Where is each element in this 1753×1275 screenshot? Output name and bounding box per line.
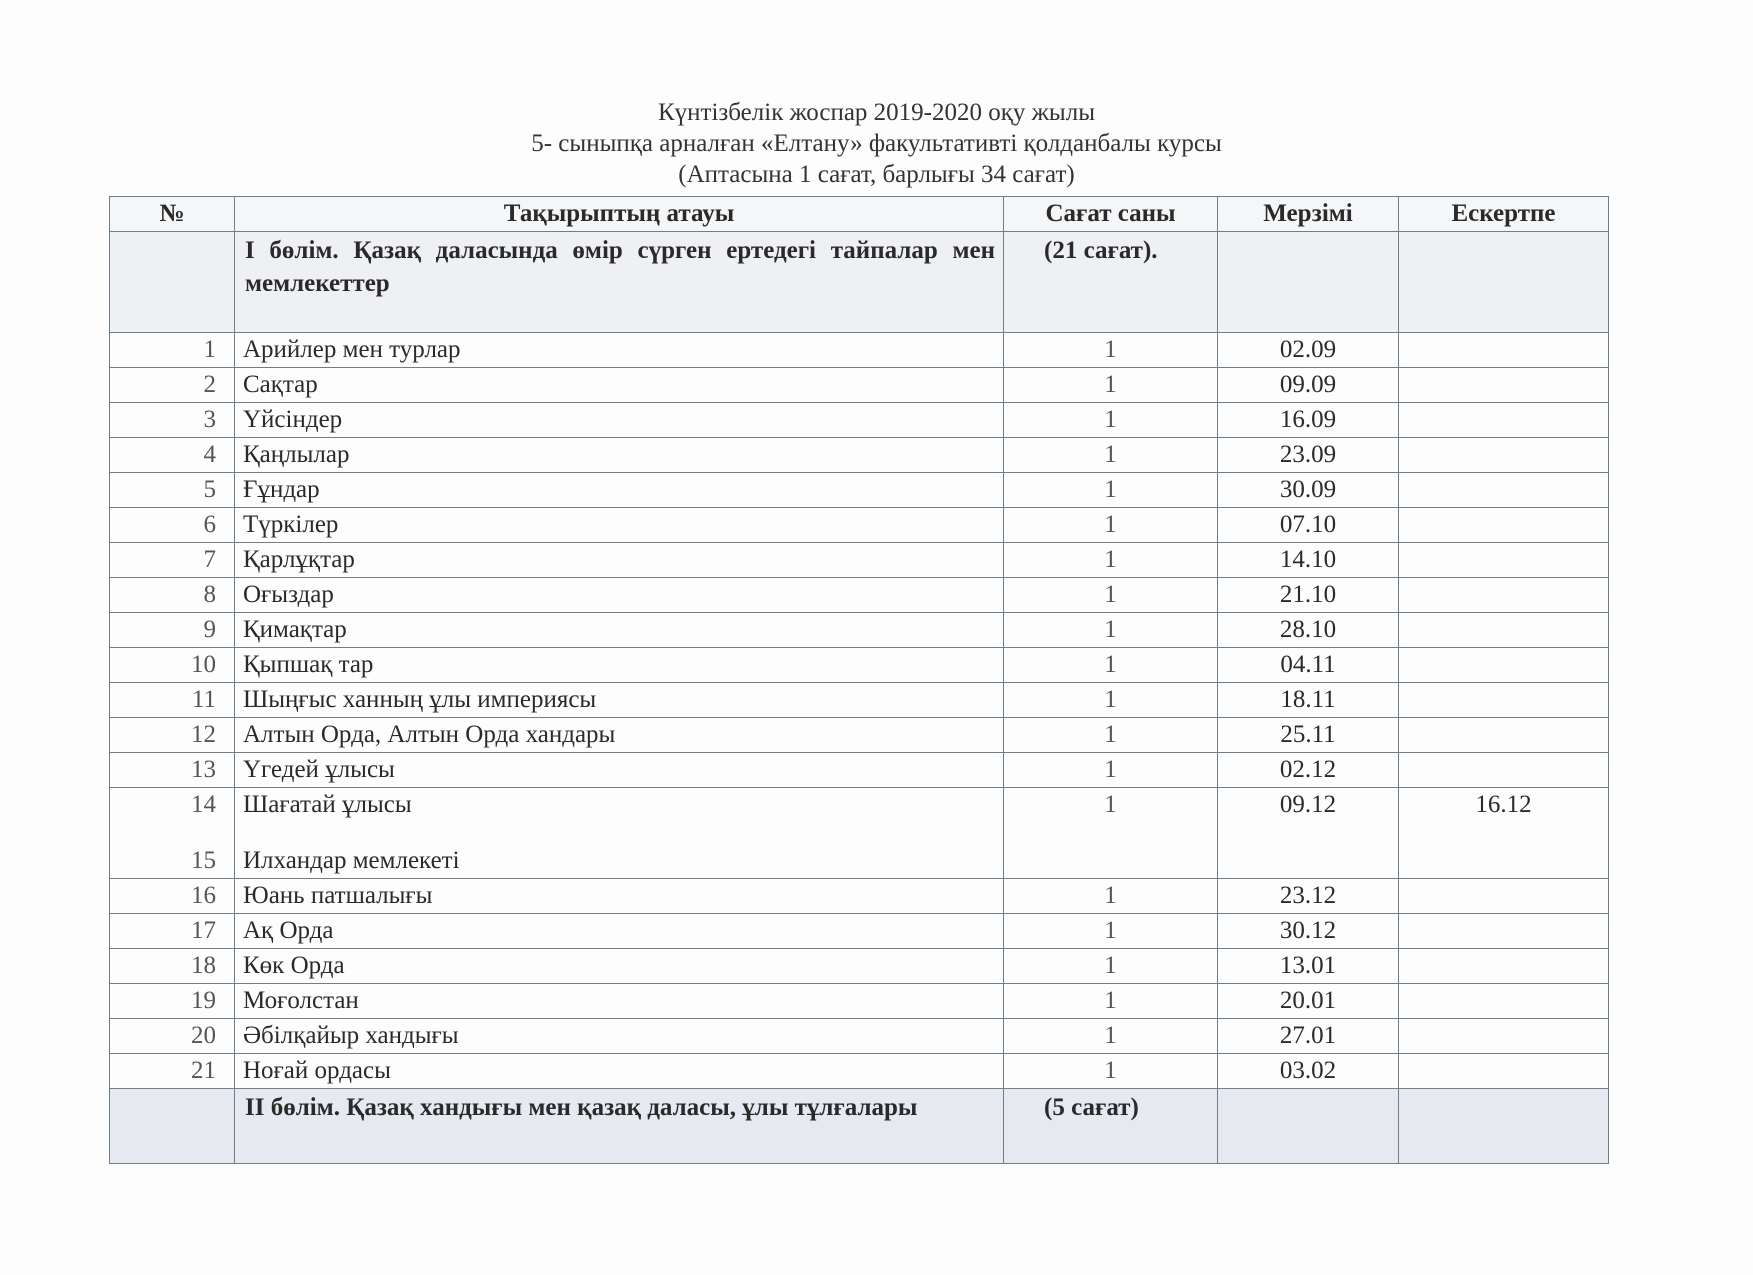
table-row (110, 613, 1609, 648)
topic-cell: Сақтар (235, 368, 1004, 403)
number-cell: 5 (110, 473, 235, 508)
hours-cell: 1 (1004, 473, 1218, 508)
hours-cell: 1 (1004, 543, 1218, 578)
header-hours-note: (Аптасына 1 сағат, барлығы 34 сағат) (678, 161, 1075, 188)
row-number-14: 14 (191, 791, 216, 818)
note-cell (1399, 718, 1609, 753)
number-cell: 7 (110, 543, 235, 578)
date-cell: 20.01 (1218, 984, 1399, 1019)
number-cell: 9 (110, 613, 235, 648)
note-cell (1399, 1019, 1609, 1054)
topic-cell: Ғұндар (235, 473, 1004, 508)
date-cell: 07.10 (1218, 508, 1399, 543)
note-cell (1399, 403, 1609, 438)
table-row (110, 508, 1609, 543)
hours-cell: 1 (1004, 1019, 1218, 1054)
note-cell (1399, 753, 1609, 788)
note-cell (1399, 613, 1609, 648)
table-row (110, 473, 1609, 508)
topic-14: Шағатай ұлысы (243, 791, 412, 818)
hours-cell: 1 (1004, 718, 1218, 753)
section-row-1 (110, 232, 1609, 333)
number-cell: 6 (110, 508, 235, 543)
note-cell (1399, 648, 1609, 683)
table-row (110, 543, 1609, 578)
topic-cell: Оғыздар (235, 578, 1004, 613)
note-cell (1399, 949, 1609, 984)
hours-cell: 1 (1004, 578, 1218, 613)
table-header-row (110, 197, 1609, 232)
hours-cell: 1 (1004, 403, 1218, 438)
topic-cell: Көк Орда (235, 949, 1004, 984)
table-row (110, 403, 1609, 438)
date-cell: 14.10 (1218, 543, 1399, 578)
topic-cell: Юань патшалығы (235, 879, 1004, 914)
topic-cell: Үйсіндер (235, 403, 1004, 438)
table-row (110, 368, 1609, 403)
note-cell (1399, 914, 1609, 949)
table-row (110, 648, 1609, 683)
column-header-note: Ескертпе (1399, 197, 1609, 232)
hours-cell: 1 (1004, 333, 1218, 368)
section-2-title: ІІ бөлім. Қазақ хандығы мен қазақ даласы, ұлы тұлғалары (235, 1089, 1004, 1164)
number-cell: 20 (110, 1019, 235, 1054)
number-cell: 17 (110, 914, 235, 949)
section-1-number-cell (110, 232, 235, 333)
note-cell (1399, 984, 1609, 1019)
date-cell: 02.09 (1218, 333, 1399, 368)
number-cell: 2 (110, 368, 235, 403)
note-cell (1399, 683, 1609, 718)
date-cell: 27.01 (1218, 1019, 1399, 1054)
number-cell (110, 788, 235, 879)
note-cell (1399, 473, 1609, 508)
date-cell: 02.12 (1218, 753, 1399, 788)
hours-cell: 1 (1004, 914, 1218, 949)
hours-cell: 1 (1004, 984, 1218, 1019)
number-cell: 10 (110, 648, 235, 683)
note-cell (1399, 368, 1609, 403)
number-cell: 3 (110, 403, 235, 438)
number-cell: 18 (110, 949, 235, 984)
section-2-hours: (5 сағат) (1004, 1089, 1218, 1164)
note-cell (1399, 508, 1609, 543)
date-cell: 28.10 (1218, 613, 1399, 648)
topic-cell: Қимақтар (235, 613, 1004, 648)
note-cell (1399, 333, 1609, 368)
column-header-topic: Тақырыптың атауы (235, 197, 1004, 232)
date-cell: 30.12 (1218, 914, 1399, 949)
number-cell: 4 (110, 438, 235, 473)
topic-cell: Ақ Орда (235, 914, 1004, 949)
column-header-number: № (110, 197, 235, 232)
number-cell: 12 (110, 718, 235, 753)
hours-cell: 1 (1004, 788, 1218, 879)
date-cell: 18.11 (1218, 683, 1399, 718)
section-1-hours: (21 сағат). (1004, 232, 1218, 333)
header-course: 5- сыныпқа арналған «Елтану» факультативті қолданбалы курсы (531, 130, 1222, 157)
table-row (110, 578, 1609, 613)
note-cell (1399, 438, 1609, 473)
date-cell: 16.09 (1218, 403, 1399, 438)
hours-cell: 1 (1004, 753, 1218, 788)
date-cell: 13.01 (1218, 949, 1399, 984)
topic-cell: Үгедей ұлысы (235, 753, 1004, 788)
table-row (110, 333, 1609, 368)
date-cell: 04.11 (1218, 648, 1399, 683)
note-cell (1399, 1054, 1609, 1089)
number-cell: 19 (110, 984, 235, 1019)
section-row-2 (110, 1089, 1609, 1164)
table-row (110, 438, 1609, 473)
note-cell (1399, 578, 1609, 613)
topic-cell: Моғолстан (235, 984, 1004, 1019)
topic-cell: Арийлер мен турлар (235, 333, 1004, 368)
section-1-title: І бөлім. Қазақ даласында өмір сүрген ертедегі тайпалар мен мемлекеттер (235, 232, 1004, 333)
number-cell: 8 (110, 578, 235, 613)
section-2-note-cell (1399, 1089, 1609, 1164)
row-number-15: 15 (191, 847, 216, 874)
calendar-plan-table (109, 196, 1609, 1164)
column-header-date: Мерзімі (1218, 197, 1399, 232)
table-row-merged (110, 788, 1609, 879)
date-cell: 09.12 (1218, 788, 1399, 879)
note-cell (1399, 879, 1609, 914)
topic-cell: Шыңғыс ханның ұлы империясы (235, 683, 1004, 718)
table-row (110, 683, 1609, 718)
table-row (110, 984, 1609, 1019)
document-header (0, 97, 1753, 190)
number-cell: 13 (110, 753, 235, 788)
hours-cell: 1 (1004, 949, 1218, 984)
date-cell: 30.09 (1218, 473, 1399, 508)
section-1-date-cell (1218, 232, 1399, 333)
date-cell: 23.09 (1218, 438, 1399, 473)
topic-15: Илхандар мемлекеті (243, 847, 460, 874)
hours-cell: 1 (1004, 368, 1218, 403)
topic-cell (235, 788, 1004, 879)
hours-cell: 1 (1004, 1054, 1218, 1089)
date-cell: 23.12 (1218, 879, 1399, 914)
hours-cell: 1 (1004, 879, 1218, 914)
table-row (110, 1054, 1609, 1089)
topic-cell: Алтын Орда, Алтын Орда хандары (235, 718, 1004, 753)
table-row (110, 914, 1609, 949)
note-cell (1399, 543, 1609, 578)
hours-cell: 1 (1004, 613, 1218, 648)
column-header-hours: Сағат саны (1004, 197, 1218, 232)
section-2-number-cell (110, 1089, 235, 1164)
topic-cell: Әбілқайыр хандығы (235, 1019, 1004, 1054)
table-row (110, 753, 1609, 788)
date-cell: 09.09 (1218, 368, 1399, 403)
hours-cell: 1 (1004, 438, 1218, 473)
table-row (110, 1019, 1609, 1054)
hours-cell: 1 (1004, 648, 1218, 683)
topic-cell: Қыпшақ тар (235, 648, 1004, 683)
header-title: Күнтізбелік жоспар 2019-2020 оқу жылы (657, 99, 1095, 126)
section-2-date-cell (1218, 1089, 1399, 1164)
table-row (110, 879, 1609, 914)
topic-cell: Түркілер (235, 508, 1004, 543)
topic-cell: Қарлұқтар (235, 543, 1004, 578)
hours-cell: 1 (1004, 508, 1218, 543)
date-cell: 03.02 (1218, 1054, 1399, 1089)
topic-cell: Ноғай ордасы (235, 1054, 1004, 1089)
number-cell: 11 (110, 683, 235, 718)
section-1-note-cell (1399, 232, 1609, 333)
number-cell: 16 (110, 879, 235, 914)
table-row (110, 718, 1609, 753)
topic-cell: Қаңлылар (235, 438, 1004, 473)
date-cell: 25.11 (1218, 718, 1399, 753)
number-cell: 1 (110, 333, 235, 368)
note-cell: 16.12 (1399, 788, 1609, 879)
hours-cell: 1 (1004, 683, 1218, 718)
table-row (110, 949, 1609, 984)
date-cell: 21.10 (1218, 578, 1399, 613)
number-cell: 21 (110, 1054, 235, 1089)
